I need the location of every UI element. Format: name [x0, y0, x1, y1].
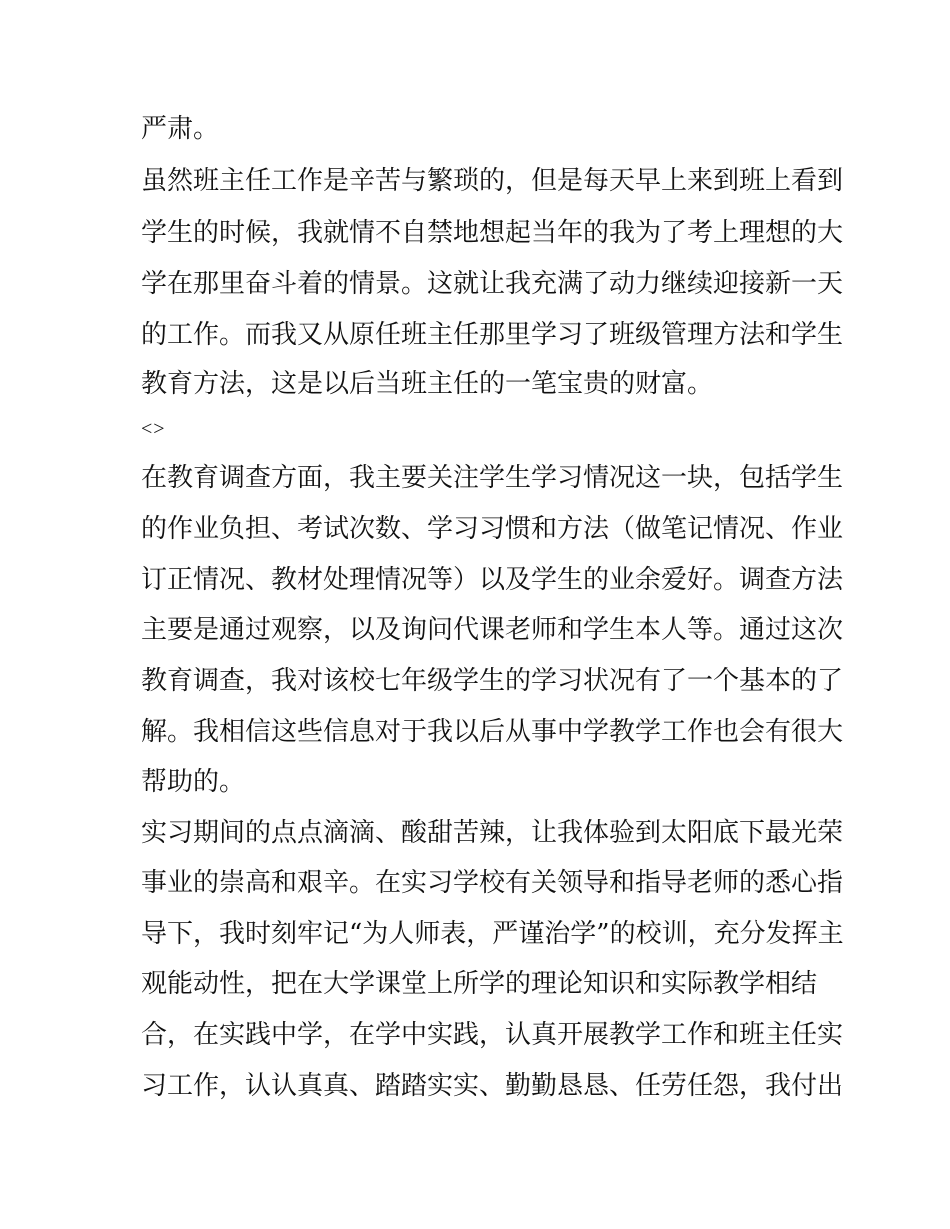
text-line-marker: <>	[141, 418, 166, 440]
text-line: 教育调查，我对该校七年级学生的学习状况有了一个基本的了	[141, 666, 844, 696]
text-line: 严肃。	[141, 114, 220, 144]
text-line: 事业的崇高和艰辛。在实习学校有关领导和指导老师的悉心指	[141, 868, 844, 898]
text-line: 教育方法，这是以后当班主任的一笔宝贵的财富。	[141, 369, 714, 399]
text-line: 在教育调查方面，我主要关注学生学习情况这一块，包括学生	[141, 463, 844, 493]
text-line: 习工作，认认真真、踏踏实实、勤勤恳恳、任劳任怨，我付出	[141, 1071, 844, 1101]
text-line: 虽然班主任工作是辛苦与繁琐的，但是每天早上来到班上看到	[141, 166, 844, 196]
text-line: 实习期间的点点滴滴、酸甜苦辣，让我体验到太阳底下最光荣	[141, 818, 844, 848]
text-line: 订正情况、教材处理情况等）以及学生的业余爱好。调查方法	[141, 565, 844, 595]
text-line: 的工作。而我又从原任班主任那里学习了班级管理方法和学生	[141, 320, 844, 350]
text-line: 学在那里奋斗着的情景。这就让我充满了动力继续迎接新一天	[141, 269, 844, 299]
text-line: 帮助的。	[141, 767, 246, 797]
text-line: 合，在实践中学，在学中实践，认真开展教学工作和班主任实	[141, 1020, 844, 1050]
text-line: 观能动性，把在大学课堂上所学的理论知识和实际教学相结	[141, 969, 818, 999]
text-line: 导下，我时刻牢记“为人师表，严谨治学”的校训，充分发挥主	[141, 919, 844, 949]
text-line: 学生的时候，我就情不自禁地想起当年的我为了考上理想的大	[141, 218, 844, 248]
text-line: 解。我相信这些信息对于我以后从事中学教学工作也会有很大	[141, 717, 844, 747]
text-line: 的作业负担、考试次数、学习习惯和方法（做笔记情况、作业	[141, 514, 844, 544]
text-line: 主要是通过观察，以及询问代课老师和学生本人等。通过这次	[141, 615, 844, 645]
